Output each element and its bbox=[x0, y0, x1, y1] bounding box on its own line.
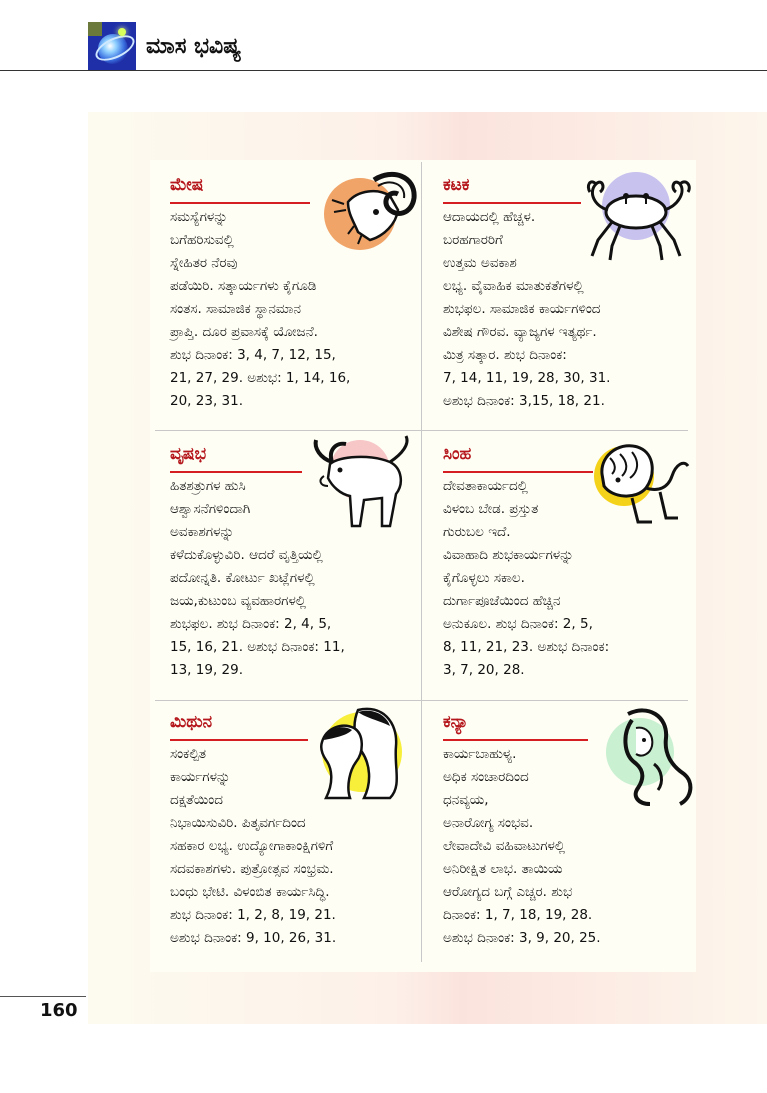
page-number: 160 bbox=[40, 1000, 78, 1021]
prediction-line: ಸದವಕಾಶಗಳು. ಪುತ್ರೋತ್ಸವ ಸಂಭ್ರಮ. bbox=[170, 861, 334, 877]
title-underline bbox=[443, 471, 593, 473]
prediction-line: ಉತ್ತಮ ಅವಕಾಶ bbox=[443, 255, 517, 271]
gemini-twins-icon bbox=[312, 702, 412, 802]
prediction-line: ವಿವಾಹಾದಿ ಶುಭಕಾರ್ಯಗಳನ್ನು bbox=[443, 547, 574, 563]
prediction-line: 8, 11, 21, 23. ಅಶುಭ ದಿನಾಂಕ: bbox=[443, 639, 610, 655]
aries-ram-icon bbox=[318, 162, 422, 258]
prediction-line: ಹಿತಶತ್ರುಗಳ ಹುಸಿ bbox=[170, 478, 246, 494]
prediction-line: ಸ್ನೇಹಿತರ ನೆರವು bbox=[170, 255, 238, 271]
prediction-line: ಬಗೆಹರಿಸುವಲ್ಲಿ bbox=[170, 232, 234, 248]
prediction-line: ಆರೋಗ್ಯದ ಬಗ್ಗೆ ಎಚ್ಚರ. ಶುಭ bbox=[443, 884, 573, 900]
prediction-line: ಶುಭಫಲ. ಸಾಮಾಜಿಕ ಕಾರ್ಯಗಳಿಂದ bbox=[443, 301, 601, 317]
cancer-crab-icon bbox=[582, 166, 698, 264]
prediction-line: ಬರಹಗಾರರಿಗೆ bbox=[443, 232, 503, 248]
prediction-line: ನಿಭಾಯಿಸುವಿರಿ. ಪಿತೃವರ್ಗದಿಂದ bbox=[170, 815, 306, 831]
prediction-line: ಲೇವಾದೇವಿ ವಹಿವಾಟುಗಳಲ್ಲಿ bbox=[443, 838, 566, 854]
sign-title: ಸಿಂಹ bbox=[443, 444, 472, 464]
prediction-line: ಕೈಗೊಳ್ಳಲು ಸಕಾಲ. bbox=[443, 570, 525, 586]
prediction-line: ಅಧಿಕ ಸಂಚಾರದಿಂದ bbox=[443, 769, 529, 785]
row-divider bbox=[155, 430, 688, 431]
prediction-line: ಧನವ್ಯಯ, bbox=[443, 792, 489, 808]
prediction-line: ಅನಾರೋಗ್ಯ ಸಂಭವ. bbox=[443, 815, 534, 831]
prediction-line: ಮಿತ್ರ ಸತ್ಕಾರ. ಶುಭ ದಿನಾಂಕ: bbox=[443, 347, 567, 363]
title-underline bbox=[170, 202, 310, 204]
prediction-line: ಅನುಕೂಲ. ಶುಭ ದಿನಾಂಕ: 2, 5, bbox=[443, 616, 593, 632]
prediction-line: ವಿಳಂಬ ಬೇಡ. ಪ್ರಸ್ತುತ bbox=[443, 501, 539, 517]
prediction-line: ಪ್ರಾಪ್ತಿ. ದೂರ ಪ್ರವಾಸಕ್ಕೆ ಯೋಜನೆ. bbox=[170, 324, 318, 340]
prediction-line: ಪದೋನ್ನತಿ. ಕೋರ್ಟು ಖಟ್ಲೆಗಳಲ್ಲಿ bbox=[170, 570, 315, 586]
prediction-line: ಶುಭಫಲ. ಶುಭ ದಿನಾಂಕ: 2, 4, 5, bbox=[170, 616, 332, 632]
prediction-line: 13, 19, 29. bbox=[170, 662, 243, 678]
prediction-line: ದಿನಾಂಕ: 1, 7, 18, 19, 28. bbox=[443, 907, 593, 923]
sign-title: ವೃಷಭ bbox=[170, 444, 207, 464]
prediction-line: 7, 14, 11, 19, 28, 30, 31. bbox=[443, 370, 611, 386]
leo-lion-icon bbox=[592, 434, 694, 532]
virgo-maiden-icon bbox=[598, 704, 698, 808]
prediction-line: ವಿಶೇಷ ಗೌರವ. ವ್ಯಾಜ್ಯಗಳ ಇತ್ಯರ್ಥ. bbox=[443, 324, 597, 340]
title-underline bbox=[170, 471, 302, 473]
prediction-line: ಪಡೆಯಿರಿ. ಸತ್ಕಾರ್ಯಗಳು ಕೈಗೂಡಿ bbox=[170, 278, 317, 294]
prediction-line: ಕಳೆದುಕೊಳ್ಳುವಿರಿ. ಆದರೆ ವೃತ್ತಿಯಲ್ಲಿ bbox=[170, 547, 323, 563]
prediction-line: ಸಂಕಲ್ಪಿತ bbox=[170, 746, 207, 762]
prediction-line: ಶುಭ ದಿನಾಂಕ: 1, 2, 8, 19, 21. bbox=[170, 907, 336, 923]
prediction-line: 3, 7, 20, 28. bbox=[443, 662, 525, 678]
sign-title: ಕಟಕ bbox=[443, 175, 470, 195]
prediction-line: ದೇವತಾಕಾರ್ಯದಲ್ಲಿ bbox=[443, 478, 528, 494]
prediction-line: ಅಶುಭ ದಿನಾಂಕ: 3, 9, 20, 25. bbox=[443, 930, 601, 946]
prediction-line: ಆದಾಯದಲ್ಲಿ ಹೆಚ್ಚಳ. bbox=[443, 209, 536, 225]
title-underline bbox=[170, 739, 308, 741]
prediction-line: ಗುರುಬಲ ಇದೆ. bbox=[443, 524, 511, 540]
prediction-line: 15, 16, 21. ಅಶುಭ ದಿನಾಂಕ: 11, bbox=[170, 639, 345, 655]
footer-rule bbox=[0, 996, 86, 997]
prediction-line: ಕಾರ್ಯಬಾಹುಳ್ಯ. bbox=[443, 746, 517, 762]
taurus-bull-icon bbox=[310, 434, 416, 534]
prediction-line: ಸಹಕಾರ ಲಭ್ಯ. ಉದ್ಯೋಗಾಕಾಂಕ್ಷಿಗಳಿಗೆ bbox=[170, 838, 334, 854]
astrology-logo-icon bbox=[88, 22, 136, 70]
prediction-line: ಬಂಧು ಭೇಟಿ. ವಿಳಂಬಿತ ಕಾರ್ಯಸಿದ್ಧಿ. bbox=[170, 884, 330, 900]
page-header bbox=[0, 0, 767, 72]
prediction-line: ಅಶುಭ ದಿನಾಂಕ: 9, 10, 26, 31. bbox=[170, 930, 337, 946]
prediction-line: ದುರ್ಗಾಪೂಜೆಯಿಂದ ಹೆಚ್ಚಿನ bbox=[443, 593, 561, 609]
sign-title: ಮೇಷ bbox=[170, 175, 204, 195]
prediction-line: ಶುಭ ದಿನಾಂಕ: 3, 4, 7, 12, 15, bbox=[170, 347, 336, 363]
prediction-line: ಲಭ್ಯ. ವೈವಾಹಿಕ ಮಾತುಕತೆಗಳಲ್ಲಿ bbox=[443, 278, 584, 294]
prediction-line: ಅನಿರೀಕ್ಷಿತ ಲಾಭ. ತಾಯಿಯ bbox=[443, 861, 563, 877]
prediction-line: ಅವಕಾಶಗಳನ್ನು bbox=[170, 524, 235, 540]
title-underline bbox=[443, 739, 588, 741]
sign-title: ಮಿಥುನ bbox=[170, 712, 213, 732]
prediction-line: 20, 23, 31. bbox=[170, 393, 243, 409]
prediction-line: ಕಾರ್ಯಗಳನ್ನು bbox=[170, 769, 231, 785]
column-divider bbox=[421, 162, 422, 962]
prediction-line: ದಕ್ಷತೆಯಿಂದ bbox=[170, 792, 223, 808]
prediction-line: ಜಯ,ಕುಟುಂಬ ವ್ಯವಹಾರಗಳಲ್ಲಿ bbox=[170, 593, 307, 609]
prediction-line: ಸಮಸ್ಯೆಗಳನ್ನು bbox=[170, 209, 228, 225]
row-divider bbox=[155, 700, 688, 701]
prediction-line: ಅಶುಭ ದಿನಾಂಕ: 3,15, 18, 21. bbox=[443, 393, 605, 409]
section-title: ಮಾಸ ಭವಿಷ್ಯ bbox=[146, 34, 242, 59]
header-rule bbox=[0, 70, 767, 71]
prediction-line: 21, 27, 29. ಅಶುಭ: 1, 14, 16, bbox=[170, 370, 351, 386]
sign-title: ಕನ್ಯಾ bbox=[443, 712, 469, 732]
prediction-line: ಸಂತಸ. ಸಾಮಾಜಿಕ ಸ್ಥಾನಮಾನ bbox=[170, 301, 301, 317]
title-underline bbox=[443, 202, 581, 204]
prediction-line: ಆಶ್ವಾಸನೆಗಳಿಂದಾಗಿ bbox=[170, 501, 251, 517]
